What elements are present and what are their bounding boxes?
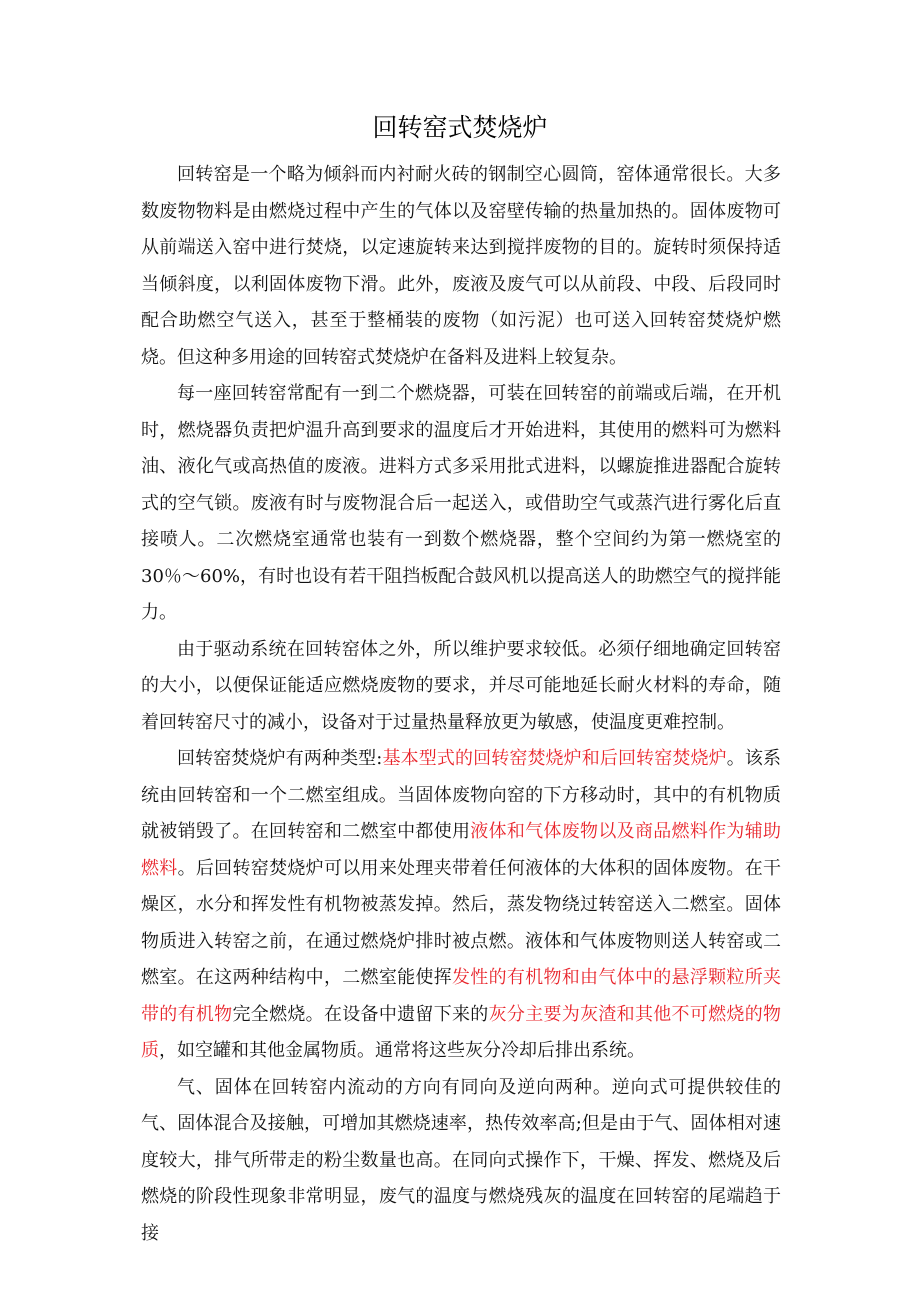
text-segment: 回转窑焚烧炉有两种类型:: [177, 748, 383, 769]
highlighted-text: 基本型式的回转窑焚烧炉和后回转窑焚烧炉: [382, 748, 727, 769]
document-body: [141, 157, 781, 1252]
text-segment: ，如空罐和其他金属物质。通常将这些灰分冷却后排出系统。: [159, 1040, 645, 1061]
highlighted-text: 发性的有机物和由气体中的悬浮颗粒所夹带的有机物: [141, 967, 781, 1025]
paragraph-maintenance: 由于驱动系统在回转窑体之外，所以维护要求较低。必须仔细地确定回转窑的大小，以便保证能适应燃烧废物的要求，并尽可能地延长耐火材料的寿命，随着回转窑尺寸的减小，设备对于过量热量释放更为敏感，使温度更难控制。: [141, 638, 781, 733]
paragraph-burners: 每一座回转窑常配有一到二个燃烧器，可装在回转窑的前端或后端，在开机时，燃烧器负责把炉温升高到要求的温度后才开始进料，其使用的燃料可为燃料油、液化气或高热值的废液。进料方式多采用批式进料，以螺旋推进器配合旋转式的空气锁。废液有时与废物混合后一起送入，或借助空气或蒸汽进行雾化后直接喷人。二次燃烧室通常也装有一到数个燃烧器，整个空间约为第一燃烧室的 30％～60%，有时也设有若干阻挡板配合鼓风机以提高送人的助燃空气的搅拌能力。: [141, 383, 781, 623]
text-segment: 完全燃烧。在设备中遗留下来的: [232, 1003, 489, 1025]
paragraph-kiln-types: [141, 741, 781, 1070]
text-segment: 。该系统由回转窑和一个二燃室组成。当固体废物向窑的下方移动时，其中的有机物质就被销毁了。在回转窑和二燃室中都使用: [141, 748, 781, 842]
paragraph-flow-direction: 气、固体在回转窑内流动的方向有同向及逆向两种。逆向式可提供较佳的气、固体混合及接触，可增加其燃烧速率，热传效率高;但是由于气、固体相对速度较大，排气所带走的粉尘数量也高。在同向式操作下，干燥、挥发、燃烧及后燃烧的阶段性现象非常明显，废气的温度与燃烧残灰的温度在回转窑的尾端趋于接: [141, 1076, 781, 1244]
highlighted-text: 灰分主要为灰渣和其他不可燃烧的物质: [141, 1003, 782, 1061]
document-title: 回转窑式焚烧炉: [372, 113, 548, 142]
paragraph-rotary-kiln-intro: 回转窑是一个略为倾斜而内衬耐火砖的钢制空心圆筒，窑体通常很长。大多数废物物料是由燃烧过程中产生的气体以及窑壁传输的热量加热的。固体废物可从前端送入窑中进行焚烧，以定速旋转来达到搅拌废物的目的。旋转时须保持适当倾斜度，以利固体废物下滑。此外，废液及废气可以从前段、中段、后段同时配合助燃空气送入，甚至于整桶装的废物（如污泥）也可送入回转窑焚烧炉燃烧。但这种多用途的回转窑式焚烧炉在备料及进料上较复杂。: [141, 164, 781, 368]
text-segment: 。后回转窑焚烧炉可以用来处理夹带着任何液体的大体积的固体废物。在干燥区，水分和挥发性有机物被蒸发掉。然后，蒸发物绕过转窑送入二燃室。固体物质进入转窑之前，在通过燃烧炉排时被点燃。液体和气体废物则送人转窑或二燃室。在这两种结构中，二燃室能使挥: [141, 857, 782, 988]
highlighted-text: 液体和气体废物以及商品燃料作为辅助燃料: [141, 821, 782, 879]
